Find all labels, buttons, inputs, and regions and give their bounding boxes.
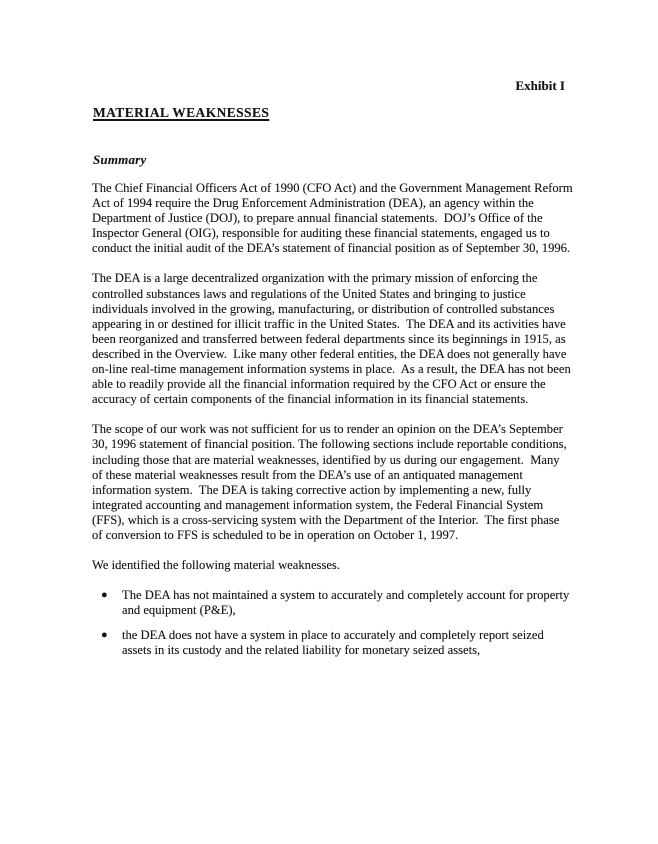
paragraph-1: The Chief Financial Officers Act of 1990 (CFO Act) and the Government Management Reform Act of 1994 require the Drug Enforcement Administration (DEA), an agency within the Department of Justice (DOJ), to prepare annual financial statements. DOJ’s Office of the Inspector General (OIG), responsible for auditing these financial statements, engaged us to conduct the initial audit of the DEA’s statement of financial position as of September 30, 1996.	[92, 181, 576, 256]
list-item-weakness-1	[92, 588, 573, 618]
bullet-icon: ●	[101, 629, 108, 642]
section-heading-summary: Summary	[93, 152, 147, 167]
bullet-text-2: the DEA does not have a system in place to accurately and completely report seized assets in its custody and the related liability for monetary seized assets,	[122, 628, 547, 658]
paragraph-4-intro: We identified the following material weaknesses.	[92, 558, 340, 573]
paragraph-3: The scope of our work was not sufficient for us to render an opinion on the DEA’s September 30, 1996 statement of financial position. The following sections include reportable conditions, including those that are material weaknesses, identified by us during our engagement. Many of these material weaknesses result from the DEA’s use of an antiquated management information system. The DEA is taking corrective action by implementing a new, fully integrated accounting and management information system, the Federal Financial System (FFS), which is a cross-servicing system with the Department of the Interior. The first phase of conversion to FFS is scheduled to be in operation on October 1, 1997.	[92, 422, 570, 542]
document-body	[92, 181, 576, 669]
exhibit-label: Exhibit I	[515, 78, 565, 93]
paragraph-2: The DEA is a large decentralized organization with the primary mission of enforcing the controlled substances laws and regulations of the United States and bringing to justice individuals involved in the growing, manufacturing, or distribution of controlled substances appearing in or destined for illicit traffic in the United States. The DEA and its activities have been reorganized and transferred between federal departments since its beginnings in 1915, as described in the Overview. Like many other federal entities, the DEA does not generally have on-line real-time management information systems in place. As a result, the DEA has not been able to readily provide all the financial information required by the CFO Act or ensure the accuracy of certain components of the financial information in its financial statements.	[92, 271, 574, 407]
material-weaknesses-list	[92, 588, 573, 658]
page-title: MATERIAL WEAKNESSES	[93, 105, 270, 120]
bullet-text-1: The DEA has not maintained a system to accurately and completely account for property and equipment (P&E),	[122, 588, 573, 618]
bullet-icon: ●	[101, 589, 108, 602]
list-item-weakness-2	[92, 628, 573, 658]
